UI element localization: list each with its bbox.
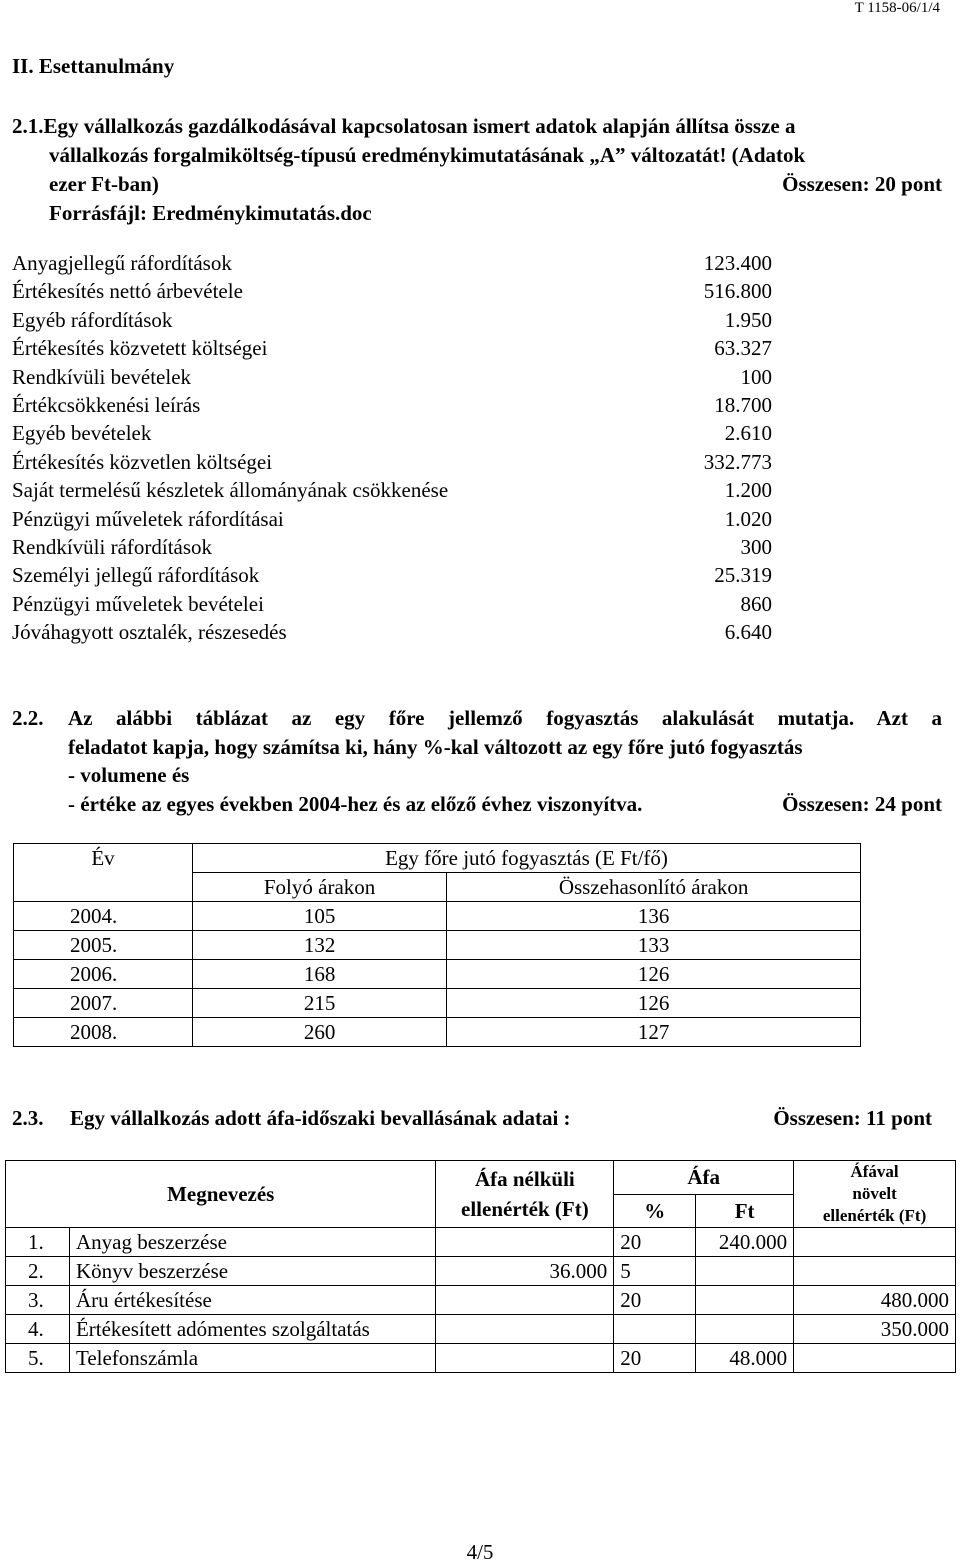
cell-comparable: 133 <box>447 931 861 960</box>
cell-current: 168 <box>193 960 447 989</box>
cell-current: 132 <box>193 931 447 960</box>
task-2-1-points: Összesen: 20 pont <box>782 172 942 196</box>
cell-number: 4. <box>6 1315 70 1344</box>
task-2-1-line-3 <box>12 170 942 199</box>
column-header-gross: Áfával növelt ellenérték (Ft) <box>794 1161 956 1228</box>
data-item-value: 516.800 <box>703 279 772 304</box>
data-item <box>12 419 772 447</box>
cell-name: Anyag beszerzése <box>69 1228 436 1257</box>
data-item-value: 1.020 <box>724 506 772 531</box>
cell-number: 5. <box>6 1344 70 1373</box>
data-item-label: Értékesítés nettó árbevétele <box>12 279 243 304</box>
cell-name: Telefonszámla <box>69 1344 436 1373</box>
table-row <box>6 1286 956 1315</box>
data-item-label: Saját termelésű készletek állományának csökkenése <box>12 478 449 503</box>
cell-year: 2008. <box>14 1018 193 1047</box>
task-2-2-line-4: - értéke az egyes években 2004-hez és az előző évhez viszonyítva. <box>68 791 643 816</box>
vat-header-row-1 <box>6 1161 956 1195</box>
cell-comparable: 126 <box>447 989 861 1018</box>
cell-name: Könyv beszerzése <box>69 1257 436 1286</box>
column-header-consumption: Egy főre jutó fogyasztás (E Ft/fő) <box>193 844 861 873</box>
data-item-value: 18.700 <box>714 392 772 417</box>
cell-vat-ft: 240.000 <box>696 1228 794 1257</box>
cell-vat-percent <box>614 1315 696 1344</box>
page-number: 4/5 <box>466 1540 494 1564</box>
data-item <box>12 448 772 476</box>
column-header-comparable-prices: Összehasonlító árakon <box>447 873 861 902</box>
cell-number: 2. <box>6 1257 70 1286</box>
data-item-value: 25.319 <box>714 563 772 588</box>
data-item-label: Pénzügyi műveletek ráfordításai <box>12 506 284 531</box>
consumption-table <box>13 843 861 1047</box>
data-item-value: 332.773 <box>703 449 772 474</box>
data-item <box>12 334 772 362</box>
data-item-value: 2.610 <box>724 421 772 446</box>
data-item-label: Jóváhagyott osztalék, részesedés <box>12 620 287 645</box>
cell-name: Áru értékesítése <box>69 1286 436 1315</box>
cell-net <box>436 1344 614 1373</box>
data-item-value: 860 <box>740 591 772 616</box>
cell-vat-percent: 20 <box>614 1228 696 1257</box>
cell-net: 36.000 <box>436 1257 614 1286</box>
task-2-2-points: Összesen: 24 pont <box>782 791 942 816</box>
cell-year: 2005. <box>14 931 193 960</box>
data-item <box>12 618 772 646</box>
cell-gross: 350.000 <box>794 1315 956 1344</box>
cell-gross <box>794 1257 956 1286</box>
data-item-label: Anyagjellegű ráfordítások <box>12 251 232 275</box>
cell-year: 2007. <box>14 989 193 1018</box>
table-row <box>14 1018 861 1047</box>
task-2-2 <box>12 704 942 818</box>
task-2-3 <box>12 1106 932 1131</box>
cell-net <box>436 1286 614 1315</box>
cell-vat-percent: 20 <box>614 1286 696 1315</box>
data-item <box>12 306 772 334</box>
data-item-value: 1.950 <box>724 307 772 332</box>
task-2-1-source-file: Forrásfájl: Eredménykimutatás.doc <box>49 201 372 225</box>
cell-comparable: 136 <box>447 902 861 931</box>
column-header-current-prices: Folyó árakon <box>193 873 447 902</box>
cell-gross <box>794 1344 956 1373</box>
data-item-value: 63.327 <box>714 336 772 361</box>
cell-vat-ft: 48.000 <box>696 1344 794 1373</box>
data-item-label: Pénzügyi műveletek bevételei <box>12 591 264 616</box>
cell-current: 215 <box>193 989 447 1018</box>
data-item-value: 1.200 <box>724 478 772 503</box>
data-item <box>12 533 772 561</box>
data-item <box>12 476 772 504</box>
table-row <box>6 1344 956 1373</box>
task-2-1-unit: ezer Ft-ban) <box>49 172 159 196</box>
task-2-1-line-1 <box>12 112 942 141</box>
task-2-2-line-3: - volumene és <box>68 763 190 787</box>
cell-net <box>436 1228 614 1257</box>
cell-comparable: 127 <box>447 1018 861 1047</box>
cell-vat-ft <box>696 1257 794 1286</box>
data-list <box>12 249 772 646</box>
data-item-label: Személyi jellegű ráfordítások <box>12 563 260 588</box>
cell-vat-percent: 20 <box>614 1344 696 1373</box>
cell-year: 2006. <box>14 960 193 989</box>
data-item <box>12 590 772 618</box>
table-header-row <box>14 844 861 873</box>
data-item-value: 300 <box>740 534 772 559</box>
table-row <box>14 989 861 1018</box>
section-title: II. Esettanulmány <box>12 54 175 78</box>
task-2-3-text: Egy vállalkozás adott áfa-időszaki bevallásának adatai : <box>70 1106 571 1130</box>
task-2-3-points: Összesen: 11 pont <box>773 1106 932 1130</box>
table-row <box>6 1315 956 1344</box>
column-header-vat: Áfa <box>614 1161 794 1195</box>
data-item-label: Rendkívüli ráfordítások <box>12 534 213 559</box>
task-2-3-number: 2.3. <box>12 1106 44 1130</box>
data-item <box>12 561 772 589</box>
table-row <box>6 1257 956 1286</box>
table-row <box>14 931 861 960</box>
data-item-label: Értékesítés közvetlen költségei <box>12 449 273 474</box>
task-2-2-line-1: Az alábbi táblázat az egy főre jellemző fogyasztás alakulását mutatja. Azt a <box>68 706 942 730</box>
vat-table <box>5 1160 956 1373</box>
column-header-vat-ft: Ft <box>696 1194 794 1228</box>
cell-vat-ft <box>696 1286 794 1315</box>
data-item <box>12 363 772 391</box>
data-item-label: Egyéb bevételek <box>12 421 152 446</box>
cell-net <box>436 1315 614 1344</box>
task-2-1-line-2: vállalkozás forgalmiköltség-típusú eredménykimutatásának „A” változatát! (Adatok <box>49 143 806 167</box>
document-code: T 1158-06/1/4 <box>854 0 940 16</box>
column-header-net: Áfa nélküli ellenérték (Ft) <box>436 1161 614 1228</box>
table-row <box>6 1228 956 1257</box>
cell-number: 1. <box>6 1228 70 1257</box>
task-2-1-number: 2.1. <box>12 114 44 138</box>
cell-current: 260 <box>193 1018 447 1047</box>
data-item-value: 123.400 <box>703 251 772 275</box>
cell-gross <box>794 1228 956 1257</box>
data-item-label: Rendkívüli bevételek <box>12 364 192 389</box>
data-item <box>12 277 772 305</box>
cell-year: 2004. <box>14 902 193 931</box>
cell-current: 105 <box>193 902 447 931</box>
table-row <box>14 960 861 989</box>
task-2-2-number: 2.2. <box>12 706 44 730</box>
cell-vat-percent: 5 <box>614 1257 696 1286</box>
data-item-value: 6.640 <box>724 620 772 645</box>
task-2-1 <box>12 112 942 228</box>
data-item <box>12 505 772 533</box>
column-header-name: Megnevezés <box>6 1161 436 1228</box>
column-header-year: Év <box>14 844 193 902</box>
task-2-1-text: Egy vállalkozás gazdálkodásával kapcsolatosan ismert adatok alapján állítsa össze a <box>43 114 796 138</box>
data-item-label: Értékcsökkenési leírás <box>12 392 201 417</box>
data-item <box>12 249 772 277</box>
data-item-label: Egyéb ráfordítások <box>12 307 173 332</box>
cell-name: Értékesített adómentes szolgáltatás <box>69 1315 436 1344</box>
table-row <box>14 902 861 931</box>
data-item-label: Értékesítés közvetett költségei <box>12 336 268 361</box>
cell-number: 3. <box>6 1286 70 1315</box>
cell-vat-ft <box>696 1315 794 1344</box>
data-item <box>12 391 772 419</box>
column-header-vat-percent: % <box>614 1194 696 1228</box>
cell-comparable: 126 <box>447 960 861 989</box>
data-item-value: 100 <box>740 364 772 389</box>
task-2-2-line-2: feladatot kapja, hogy számítsa ki, hány %-kal változott az egy főre jutó fogyasztás <box>68 734 803 759</box>
cell-gross: 480.000 <box>794 1286 956 1315</box>
